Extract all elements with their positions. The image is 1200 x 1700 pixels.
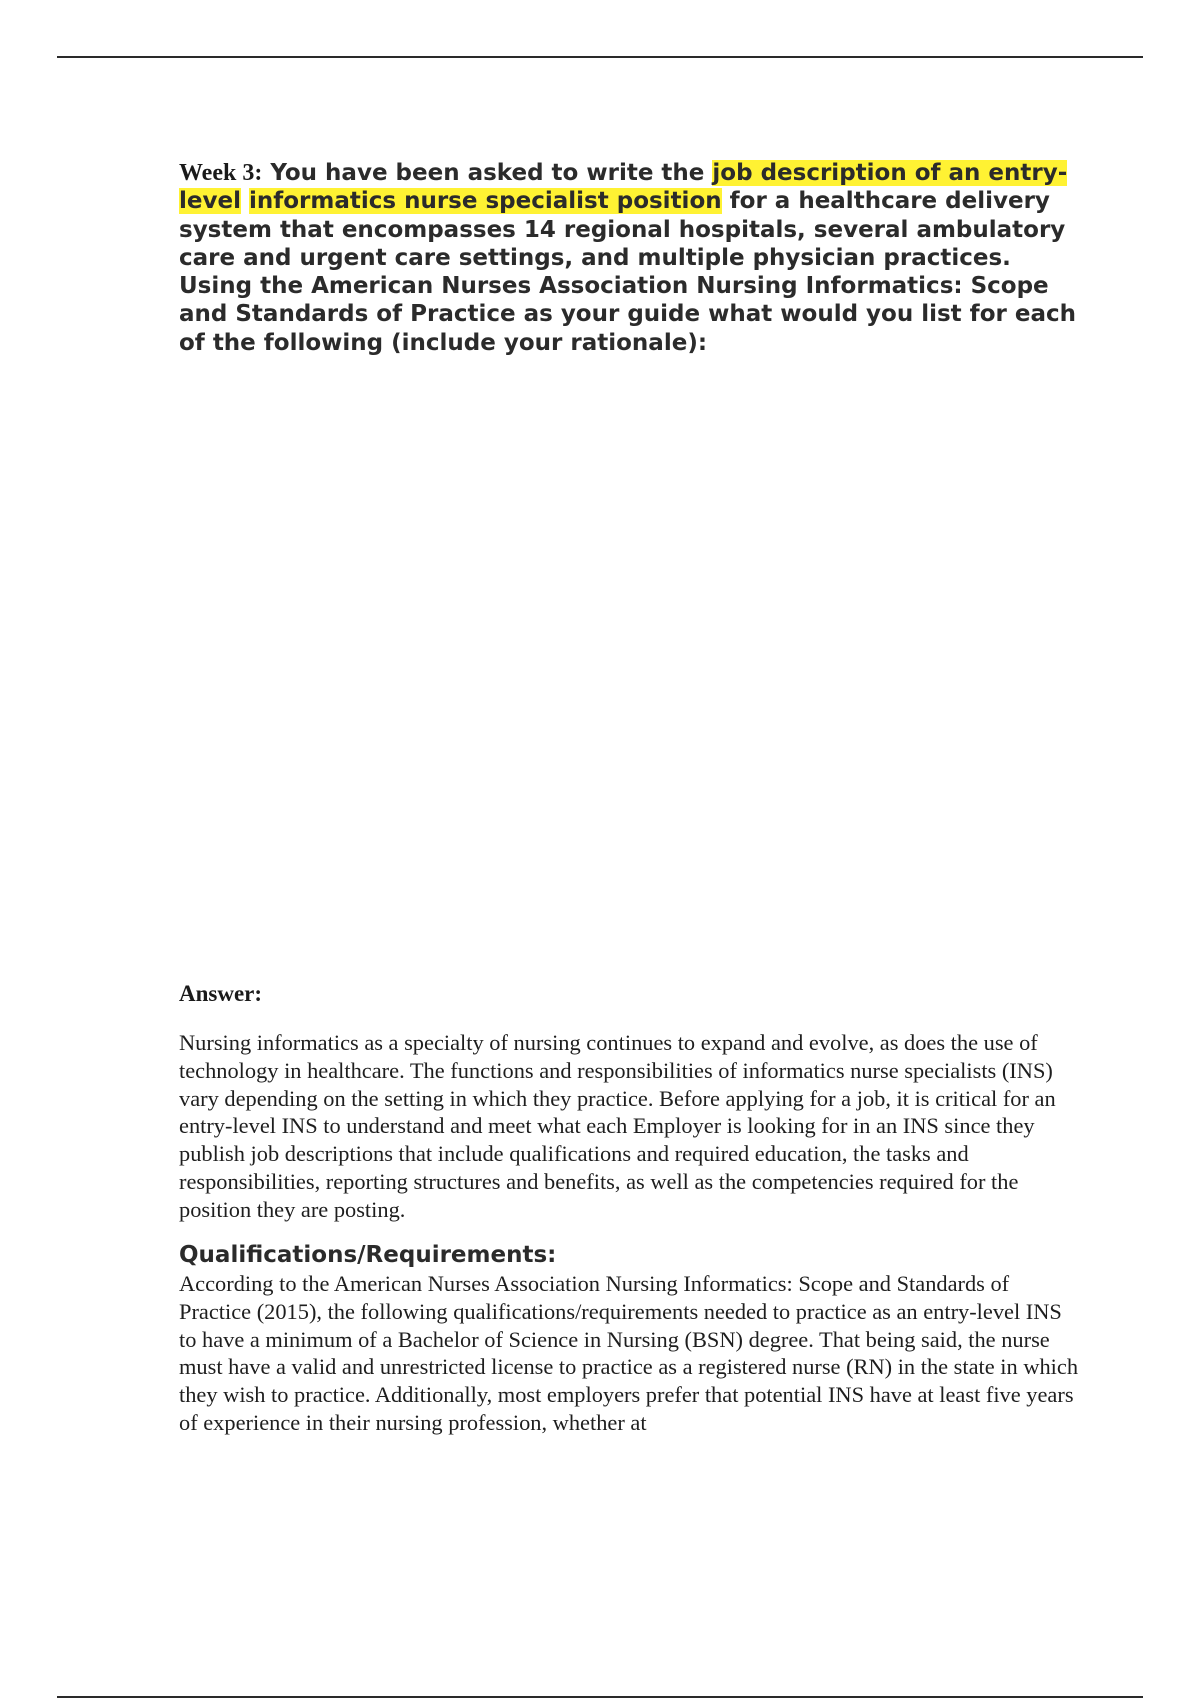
highlighted-phrase-part-1: job description of an entry- [712, 160, 1068, 186]
question-text-rest: for a healthcare delivery system that encompasses 14 regional hospitals, several ambulatory care and urgent care settings, and multiple physician practices. Using the American Nurses Association Nursing Informatics: Scope and Standards of Practice as your guide what would you list for each of the following (include your rationale): [179, 188, 1076, 356]
highlighted-phrase-part-3: informatics nurse specialist position [248, 188, 722, 215]
qualifications-heading: Qualifications/Requirements: [179, 1242, 557, 1268]
page-bottom-rule [57, 1696, 1143, 1698]
answer-intro-paragraph: Nursing informatics as a specialty of nursing continues to expand and evolve, as does the use of technology in healthcare. The functions and responsibilities of informatics nurse specialists (INS) vary depending on the setting in which they practice. Before applying for a job, it is critical for an entry-level INS to understand and meet what each Employer is looking for in an INS since they publish job descriptions that include qualifications and required education, the tasks and responsibilities, reporting structures and benefits, as well as the competencies required for the position they are posting. [179, 1030, 1056, 1222]
answer-heading: Answer: [179, 981, 263, 1006]
qualifications-paragraph: According to the American Nurses Association Nursing Informatics: Scope and Standards of Practice (2015), the following qualifications/requirements needed to practice as an entry-level INS to have a minimum of a Bachelor of Science in Nursing (BSN) degree. That being said, the nurse must have a valid and unrestricted license to practice as a registered nurse (RN) in the state in which they wish to practice. Additionally, most employers prefer that potential INS have at least five years of experience in their nursing profession, whether at [179, 1271, 1079, 1435]
highlighted-phrase-part-2: level [179, 188, 241, 215]
question-text-lead: You have been asked to write the [262, 160, 713, 186]
page-top-rule [57, 56, 1143, 58]
week-label: Week 3: [179, 160, 263, 186]
question-prompt [179, 159, 1079, 357]
